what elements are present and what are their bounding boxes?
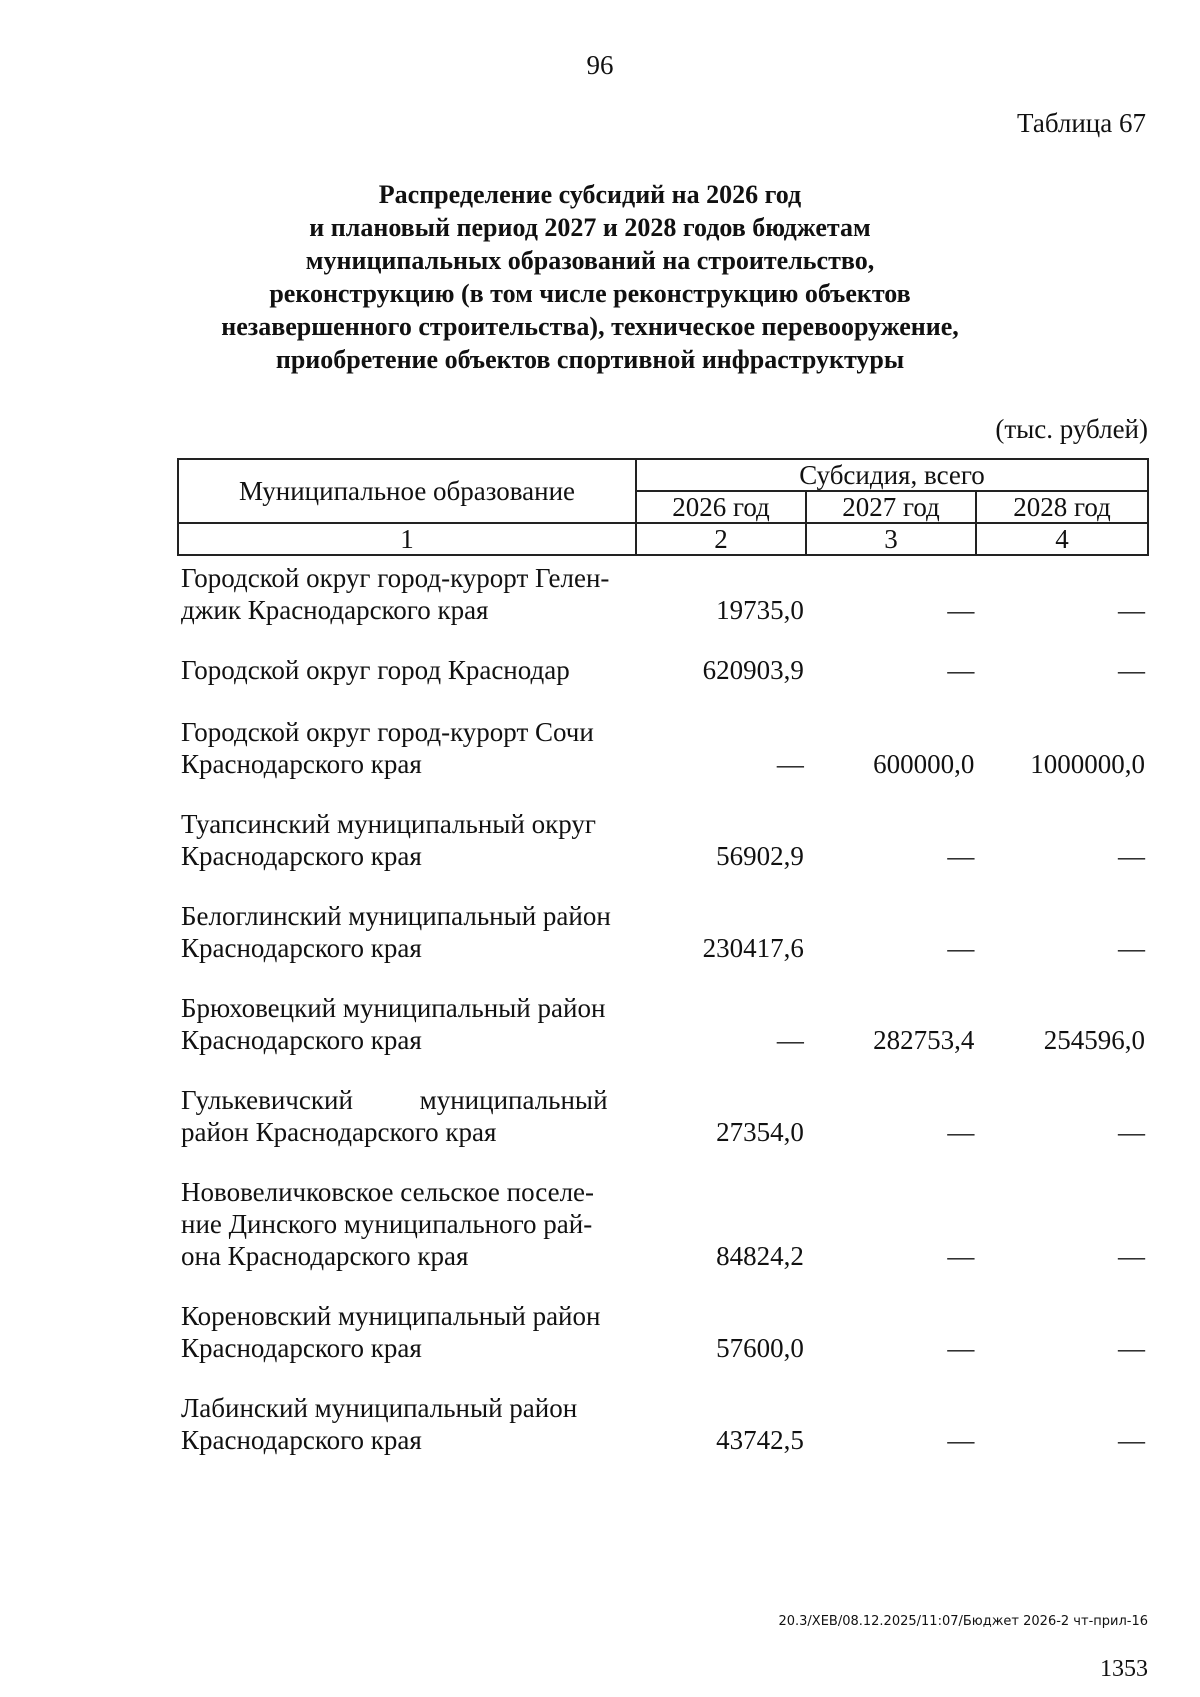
municipality-name: Белоглинский муниципальный район Краснодарского края bbox=[181, 901, 611, 963]
municipality-name: Городской округ город Краснодар bbox=[181, 655, 570, 685]
municipality-name: Туапсинский муниципальный округ Краснодарского края bbox=[181, 809, 596, 871]
document-title bbox=[160, 178, 1020, 376]
value-2028: — bbox=[1118, 841, 1145, 871]
title-line: незавершенного строительства), техническое перевооружение, bbox=[221, 312, 959, 341]
value-2027: 282753,4 bbox=[873, 1025, 975, 1055]
value-2028: 1000000,0 bbox=[1030, 749, 1145, 779]
value-2027: — bbox=[947, 1117, 975, 1147]
units-label: (тыс. рублей) bbox=[995, 414, 1148, 444]
table-row bbox=[177, 992, 1147, 1056]
table-row bbox=[177, 562, 1147, 626]
value-2027: — bbox=[947, 841, 975, 871]
municipality-name: Брюховецкий муниципальный район Краснодарского края bbox=[181, 993, 606, 1055]
table-body bbox=[177, 562, 1147, 1456]
value-2028: — bbox=[1118, 1117, 1145, 1147]
value-2028: — bbox=[1118, 1425, 1145, 1455]
value-2026: 56902,9 bbox=[716, 841, 804, 871]
table-row bbox=[177, 1300, 1147, 1364]
header-subsidy-total: Субсидия, всего bbox=[636, 459, 1148, 491]
value-2026: — bbox=[776, 1025, 804, 1055]
municipality-name: Лабинский муниципальный район Краснодарского края bbox=[181, 1393, 578, 1455]
value-2026: 620903,9 bbox=[702, 655, 804, 685]
value-2027: — bbox=[947, 1241, 975, 1271]
title-line: и плановый период 2027 и 2028 годов бюджетам bbox=[309, 213, 871, 242]
value-2027: 600000,0 bbox=[873, 749, 975, 779]
municipality-name: Городской округ город-курорт Гелен- джик Краснодарского края bbox=[181, 563, 610, 625]
value-2028: — bbox=[1118, 933, 1145, 963]
value-2026: 230417,6 bbox=[702, 933, 804, 963]
table-header bbox=[177, 458, 1149, 556]
municipality-name: Гулькевичский муниципальный район Краснодарского края bbox=[181, 1085, 608, 1147]
value-2026: 57600,0 bbox=[716, 1333, 804, 1363]
value-2026: — bbox=[776, 749, 804, 779]
table-row bbox=[177, 900, 1147, 964]
municipality-name: Городской округ город-курорт Сочи Краснодарского края bbox=[181, 717, 594, 779]
header-2027: 2027 год bbox=[806, 491, 976, 523]
municipality-name: Кореновский муниципальный район Краснодарского края bbox=[181, 1301, 601, 1363]
value-2028: — bbox=[1118, 655, 1145, 685]
table-row bbox=[177, 716, 1147, 780]
header-municipality: Муниципальное образование bbox=[178, 459, 636, 523]
document-code: 20.3/ХЕВ/08.12.2025/11:07/Бюджет 2026-2 чт-прил-16 bbox=[778, 1614, 1148, 1629]
value-2028: — bbox=[1118, 595, 1145, 625]
value-2026: 19735,0 bbox=[716, 595, 804, 625]
table-label: Таблица 67 bbox=[1017, 108, 1146, 138]
value-2026: 43742,5 bbox=[716, 1425, 804, 1455]
column-number: 2 bbox=[636, 523, 806, 555]
sheet-number: 1353 bbox=[1100, 1656, 1148, 1682]
value-2026: 27354,0 bbox=[716, 1117, 804, 1147]
value-2027: — bbox=[947, 655, 975, 685]
value-2027: — bbox=[947, 595, 975, 625]
title-line: муниципальных образований на строительство, bbox=[305, 246, 875, 275]
value-2027: — bbox=[947, 1333, 975, 1363]
header-2026: 2026 год bbox=[636, 491, 806, 523]
title-line: реконструкцию (в том числе реконструкцию объектов bbox=[269, 279, 911, 308]
table-row bbox=[177, 1392, 1147, 1456]
value-2028: — bbox=[1118, 1241, 1145, 1271]
column-number: 1 bbox=[178, 523, 636, 555]
value-2026: 84824,2 bbox=[716, 1241, 804, 1271]
value-2028: 254596,0 bbox=[1043, 1025, 1145, 1055]
column-number: 3 bbox=[806, 523, 976, 555]
title-line: приобретение объектов спортивной инфраструктуры bbox=[275, 345, 905, 374]
value-2027: — bbox=[947, 933, 975, 963]
value-2028: — bbox=[1118, 1333, 1145, 1363]
header-2028: 2028 год bbox=[976, 491, 1148, 523]
column-number: 4 bbox=[976, 523, 1148, 555]
value-2027: — bbox=[947, 1425, 975, 1455]
table-row bbox=[177, 1176, 1147, 1272]
municipality-name: Нововеличковское сельское поселе- ние Динского муниципального рай- она Краснодарского края bbox=[181, 1177, 595, 1271]
title-line: Распределение субсидий на 2026 год bbox=[378, 180, 802, 209]
table-row bbox=[177, 1084, 1147, 1148]
table-row bbox=[177, 808, 1147, 872]
page-number: 96 bbox=[586, 50, 614, 80]
table-row bbox=[177, 654, 1147, 686]
